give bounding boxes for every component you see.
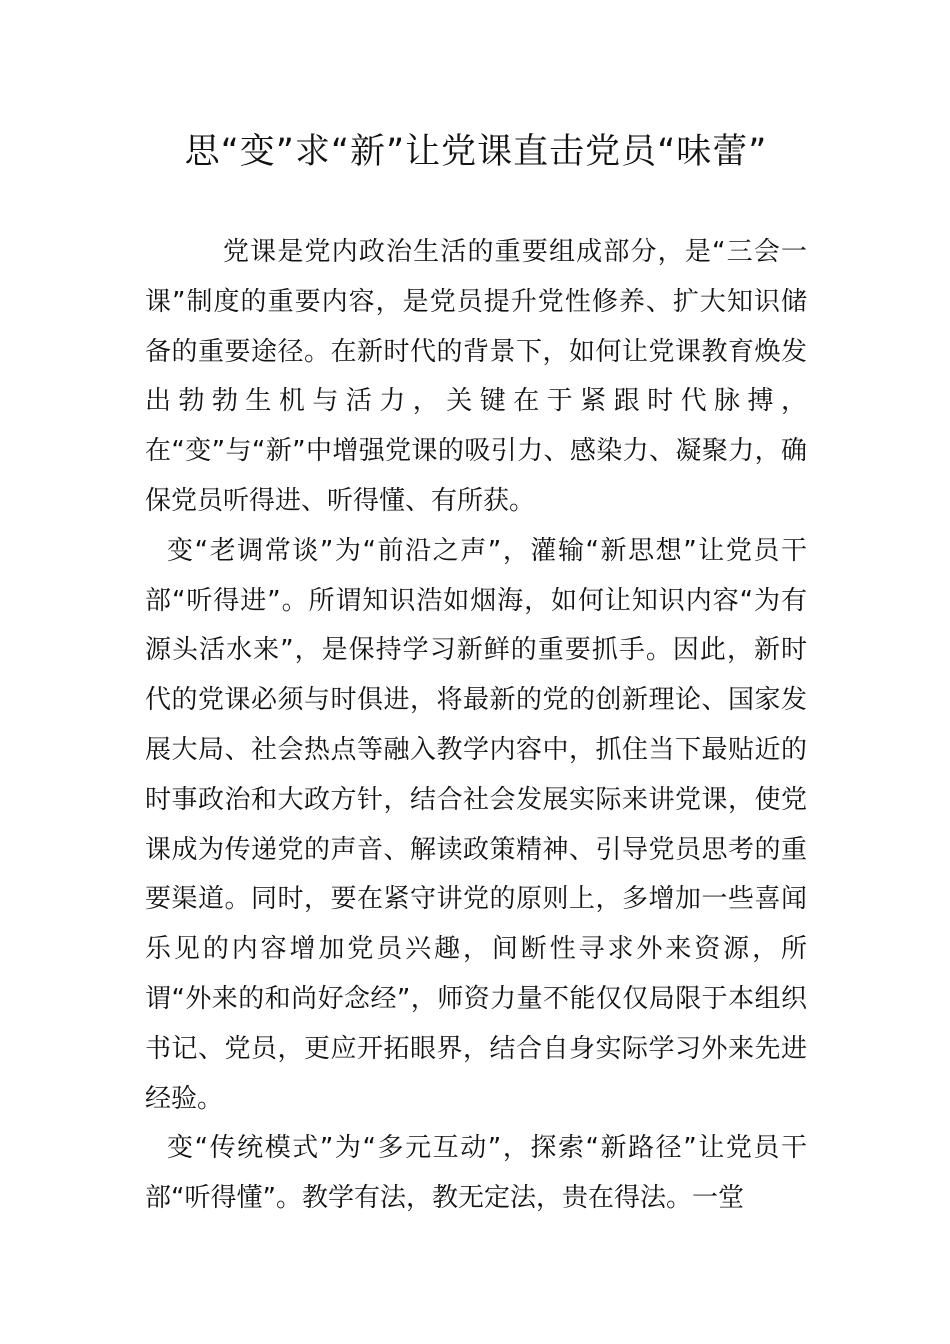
document-body [145,228,807,1224]
document-title: 思“变”求“新”让党课直击党员“味蕾” [184,132,768,172]
paragraph-section-2: 变“传统模式”为“多元互动”，探索“新路径”让党员干部“听得懂”。教学有法，教无定法，贵在得法。一堂 [145,1133,807,1214]
paragraph-intro: 党课是党内政治生活的重要组成部分，是“三会一课”制度的重要内容，是党员提升党性修养、扩大知识储备的重要途径。在新时代的背景下，如何让党课教育焕发出勃勃生机与活力，关键在于紧跟时代脉搏，在“变”与“新”中增强党课的吸引力、感染力、凝聚力，确保党员听得进、听得懂、有所获。 [145,237,807,516]
paragraph-section-1: 变“老调常谈”为“前沿之声”，灌输“新思想”让党员干部“听得进”。所谓知识浩如烟海，如何让知识内容“为有源头活水来”，是保持学习新鲜的重要抓手。因此，新时代的党课必须与时俱进，将最新的党的创新理论、国家发展大局、社会热点等融入教学内容中，抓住当下最贴近的时事政治和大政方针，结合社会发展实际来讲党课，使党课成为传递党的声音、解读政策精神、引导党员思考的重要渠道。同时，要在紧守讲党的原则上，多增加一些喜闻乐见的内容增加党员兴趣，间断性寻求外来资源，所谓“外来的和尚好念经”，师资力量不能仅仅局限于本组织书记、党员，更应开拓眼界，结合自身实际学习外来先进经验。 [145,535,807,1114]
